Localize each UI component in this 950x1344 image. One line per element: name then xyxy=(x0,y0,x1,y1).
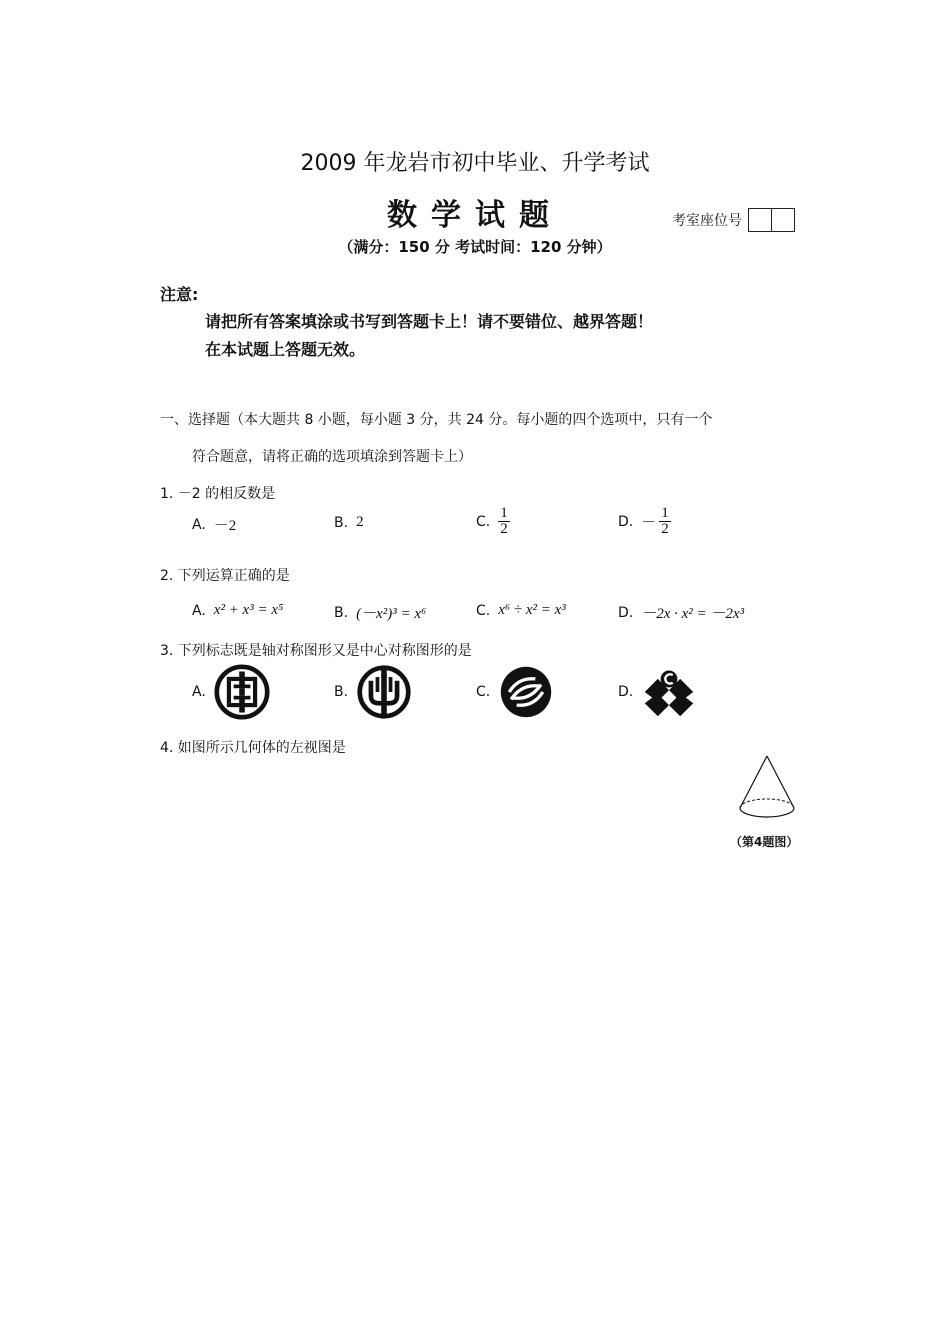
figure-caption: （第4题图） xyxy=(730,835,799,849)
option-label: C. xyxy=(476,513,491,530)
option-label: A. xyxy=(192,516,206,533)
q3-option-d xyxy=(618,664,697,720)
option-text: －2 xyxy=(213,518,237,534)
option-text: x⁶ ÷ x² = x³ xyxy=(498,602,566,618)
notice-line-2: 在本试题上答题无效。 xyxy=(205,340,366,359)
notice-label: 注意: xyxy=(160,285,199,304)
q1-option-c xyxy=(476,506,510,537)
paper-title: 数学试题 xyxy=(387,198,563,233)
seat-number-boxes xyxy=(748,208,795,232)
seat-number-field xyxy=(672,208,795,232)
fraction-prefix: － xyxy=(641,515,657,531)
option-label: A. xyxy=(192,602,206,619)
option-label: C. xyxy=(476,684,491,700)
abc-logo-icon xyxy=(356,664,412,720)
question-4-stem: 4. 如图所示几何体的左视图是 xyxy=(160,740,346,756)
option-label: B. xyxy=(334,514,349,531)
icbc-logo-icon xyxy=(214,664,270,720)
fraction-numerator: 1 xyxy=(661,505,669,521)
q3-option-c xyxy=(476,664,554,720)
q2-option-c xyxy=(476,602,566,619)
option-label: A. xyxy=(192,684,206,700)
seat-box-2 xyxy=(772,208,795,232)
notice-line-1: 请把所有答案填涂或书写到答题卡上！请不要错位、越界答题！ xyxy=(205,312,654,331)
q1-option-b xyxy=(334,514,364,531)
credit-union-logo-icon xyxy=(641,664,697,720)
fraction-denominator: 2 xyxy=(500,521,508,537)
question-3-stem: 3. 下列标志既是轴对称图形又是中心对称图形的是 xyxy=(160,643,472,659)
option-label: B. xyxy=(334,604,349,621)
fraction xyxy=(498,506,510,537)
q2-option-a xyxy=(192,602,283,619)
option-text: －2x · x² = －2x³ xyxy=(641,606,745,622)
section-heading: 一、选择题（本大题共 8 小题，每小题 3 分，共 24 分。每小题的四个选项中，只有一个 xyxy=(160,412,713,428)
china-mobile-logo-icon xyxy=(498,664,554,720)
option-label: D. xyxy=(618,513,634,530)
option-label: D. xyxy=(618,684,634,700)
fraction-numerator: 1 xyxy=(500,505,508,521)
exam-title: 2009 年龙岩市初中毕业、升学考试 xyxy=(300,151,650,176)
option-label: B. xyxy=(334,684,349,700)
question-2-stem: 2. 下列运算正确的是 xyxy=(160,568,290,584)
q3-option-a xyxy=(192,664,270,720)
exam-info: （满分：150 分 考试时间：120 分钟） xyxy=(338,238,612,256)
option-label: C. xyxy=(476,602,491,619)
section-heading-cont: 符合题意，请将正确的选项填涂到答题卡上） xyxy=(192,449,472,465)
option-label: D. xyxy=(618,604,634,621)
q3-option-b xyxy=(334,664,412,720)
option-text: (－x²)³ = x⁶ xyxy=(356,606,427,622)
q1-option-a xyxy=(192,514,236,535)
fraction xyxy=(659,506,671,537)
q1-option-d xyxy=(618,506,671,537)
q2-option-b xyxy=(334,602,426,623)
fraction-denominator: 2 xyxy=(661,521,669,537)
seat-box-1 xyxy=(748,208,772,232)
seat-number-label: 考室座位号 xyxy=(672,213,742,229)
option-text: 2 xyxy=(356,514,364,530)
option-text: x² + x³ = x⁵ xyxy=(213,602,284,618)
cone-icon xyxy=(734,752,800,824)
q2-option-d xyxy=(618,602,744,623)
question-1-stem: 1. －2 的相反数是 xyxy=(160,486,276,502)
